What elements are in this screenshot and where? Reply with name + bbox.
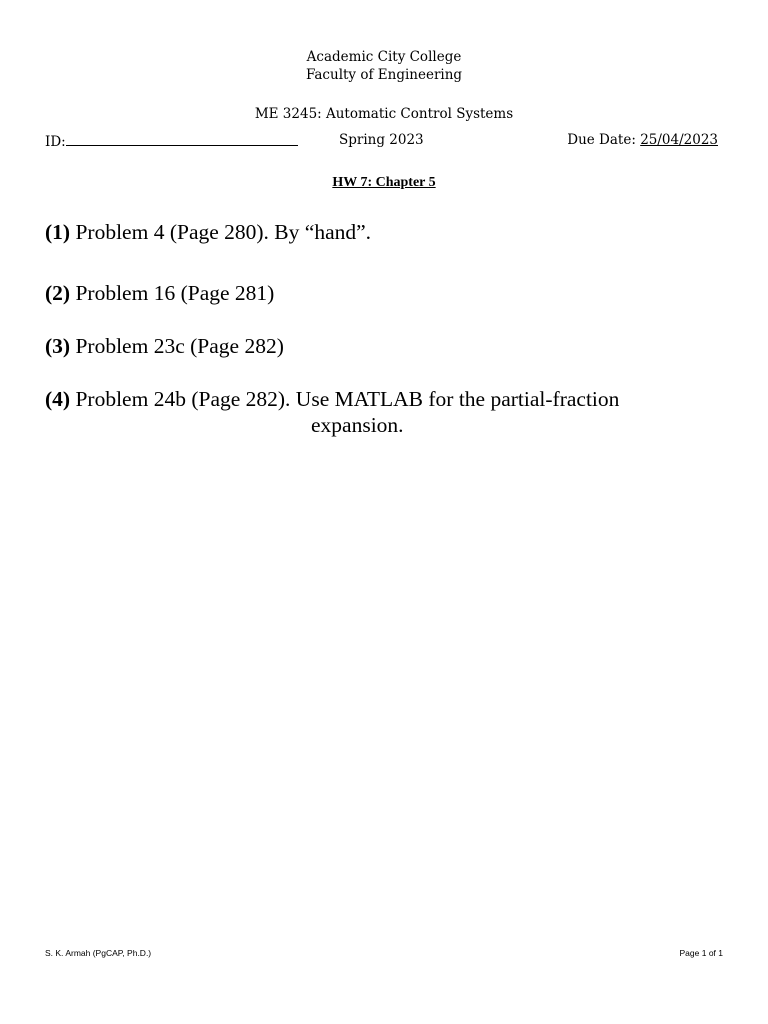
problem-number: 1 [52,220,63,244]
due-date-label: Due Date: [567,132,641,148]
footer-page-number: Page 1 of 1 [679,948,723,958]
problem-text: Problem 24b (Page 282). Use MATLAB for the partial-fraction [70,387,620,411]
id-field [45,131,298,151]
info-row [45,131,718,151]
problem-item: (3) Problem 23c (Page 282) [45,334,284,358]
id-label: ID: [45,134,66,150]
term: Spring 2023 [339,132,424,148]
due-date-field [567,131,718,149]
faculty-title: Faculty of Engineering [305,67,463,83]
homework-title: HW 7: Chapter 5 [332,175,436,190]
due-date-value: 25/04/2023 [640,132,718,148]
problem-number: 3 [52,334,63,358]
problem-item: (1) Problem 4 (Page 280). By “hand”. [45,220,372,244]
problem-item: (2) Problem 16 (Page 281) [45,281,275,305]
footer-author: S. K. Armah (PgCAP, Ph.D.) [45,948,152,958]
college-title: Academic City College [306,49,462,65]
course-title: ME 3245: Automatic Control Systems [254,106,514,122]
problem-number: 4 [52,387,63,411]
problem-text-continuation: expansion. [311,413,404,437]
problem-text: Problem 4 (Page 280). By “hand”. [70,220,372,244]
problem-item: (4) Problem 24b (Page 282). Use MATLAB for the partial-fraction [45,387,620,411]
problem-number: 2 [52,281,63,305]
problem-text: Problem 16 (Page 281) [70,281,275,305]
problem-text: Problem 23c (Page 282) [70,334,284,358]
id-blank-line [66,131,298,146]
